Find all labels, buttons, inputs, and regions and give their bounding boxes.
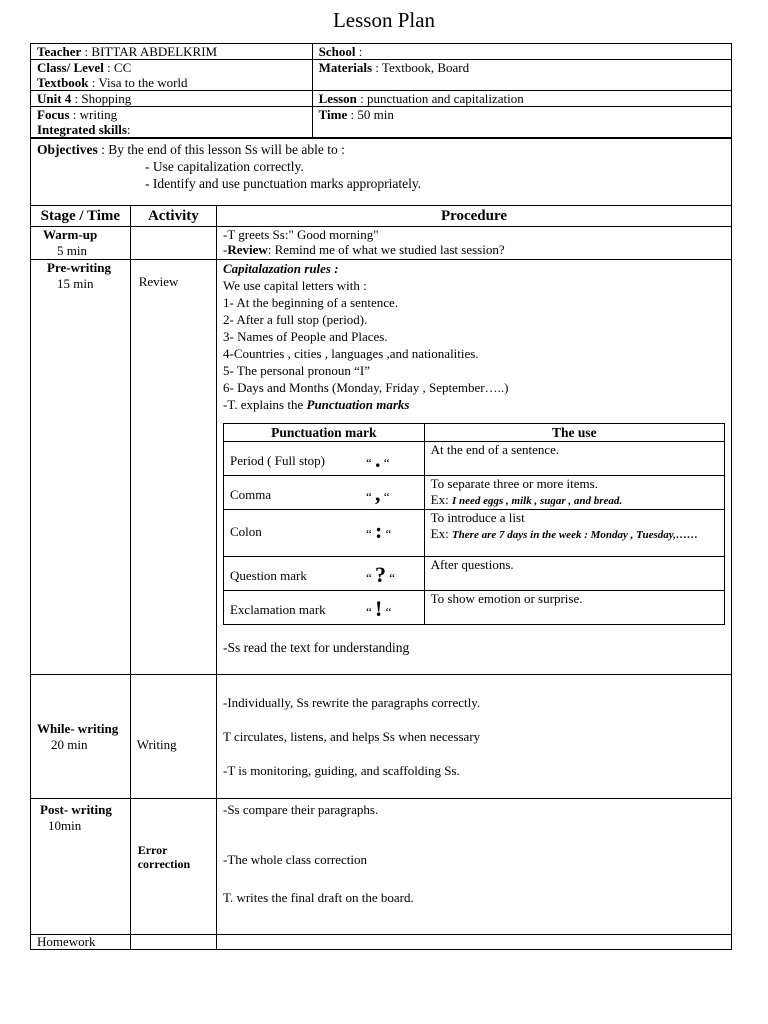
example-text: There are 7 days in the week : Monday , Tuesday,…… [451,529,699,541]
prewriting-stage [31,260,131,675]
prewriting-stage-name: Pre-writing [47,260,112,275]
punct-mark-name: Comma [229,487,272,502]
objective-item: - Use capitalization correctly. [145,159,304,174]
whilewriting-time: 20 min [51,736,88,752]
postwriting-activity-label: Error [137,843,168,857]
prewriting-activity [130,260,216,675]
punct-glyph: “ ! “ [365,596,392,621]
review-text: : Remind me of what we studied last session? [267,242,505,257]
textbook-value: : Visa to the world [88,75,188,90]
punct-use: To show emotion or surprise. [430,591,583,606]
punct-use-cell [424,557,724,591]
unit-value: : Shopping [71,91,132,106]
school-label: School [318,44,356,59]
rule-item: 3- Names of People and Places. [222,329,388,344]
example-prefix: Ex: [430,492,452,507]
punct-use: To introduce a list [430,510,525,525]
focus-skills-cell [31,107,313,138]
while-line: -Individually, Ss rewrite the paragraphs correctly. [222,695,481,710]
postwriting-activity [130,799,216,935]
prewriting-activity-label: Review [138,274,179,289]
rule-item: 2- After a full stop (period). [222,312,368,327]
warmup-greeting: -T greets Ss:" Good morning" [222,227,379,242]
punct-use: At the end of a sentence. [430,442,560,457]
procedure-table [30,205,732,950]
school-value: : [355,44,363,59]
header-procedure: Procedure [216,206,731,227]
skills-label: Integrated skills [37,122,127,137]
materials-value: : Textbook, Board [372,60,470,75]
school-cell [312,44,731,60]
read-text: -Ss read the text for understanding [222,640,410,655]
punct-mark-cell [223,442,424,476]
time-value: : 50 min [347,107,394,122]
punct-mark-cell [223,591,424,625]
header-activity: Activity [130,206,216,227]
punct-use-cell [424,510,724,557]
whilewriting-stage-name: While- writing [37,720,119,736]
rule-item: 5- The personal pronoun “I” [222,363,371,378]
page-title: Lesson Plan [332,8,436,32]
postwriting-procedure [216,799,731,935]
objective-item: - Identify and use punctuation marks appropriately. [145,176,422,191]
example-text: I need eggs , milk , sugar , and bread. [451,495,623,507]
post-line: T. writes the final draft on the board. [222,890,414,905]
lesson-label: Lesson [318,91,357,106]
postwriting-stage-name: Post- writing [40,802,112,817]
punct-use: To separate three or more items. [430,476,598,491]
focus-value: : writing [69,107,118,122]
punct-use-cell [424,442,724,476]
punct-mark-name: Colon [229,524,262,539]
whilewriting-procedure [216,675,731,799]
unit-cell [31,91,313,107]
class-label: Class/ Level [37,60,104,75]
punct-header-use: The use [424,424,724,442]
materials-label: Materials [318,60,373,75]
punct-glyph: “ , “ [365,481,390,506]
punctuation-table [223,423,725,625]
objectives-intro: : By the end of this lesson Ss will be able to : [97,142,345,157]
review-label: Review [227,242,268,257]
while-line: -T is monitoring, guiding, and scaffolding Ss. [222,763,460,778]
punct-use-cell [424,591,724,625]
punct-mark-name: Exclamation mark [229,602,326,617]
prewriting-procedure [216,260,731,675]
postwriting-activity-label: correction [137,857,191,871]
punct-mark-cell [223,557,424,591]
colon-glyph: : [375,518,383,543]
prewriting-time: 15 min [57,276,94,291]
teacher-value: : BITTAR ABDELKRIM [81,44,218,59]
while-line: T circulates, listens, and helps Ss when necessary [222,729,481,744]
rules-title: Capitalazation rules : [222,261,339,276]
teacher-label: Teacher [37,44,82,59]
header-stage: Stage / Time [31,206,131,227]
punct-mark-name: Period ( Full stop) [229,453,325,468]
homework-label: Homework [37,934,96,949]
info-table [30,43,732,138]
homework-stage [31,935,131,950]
post-line: -The whole class correction [222,852,368,867]
postwriting-time: 10min [48,818,82,833]
explains-prefix: -T. explains the [222,397,307,412]
explains-bold: Punctuation marks [306,397,410,412]
example-prefix: Ex: [430,526,452,541]
focus-label: Focus [37,107,70,122]
punct-glyph: “ . “ [365,447,390,472]
textbook-label: Textbook [37,75,89,90]
rule-item: 4-Countries , cities , languages ,and nationalities. [222,346,479,361]
exclamation-glyph: ! [375,596,383,621]
warmup-stage-name: Warm-up [43,227,98,242]
objectives-cell [31,139,732,206]
question-glyph: ? [375,562,387,587]
punct-header-mark: Punctuation mark [223,424,424,442]
time-label: Time [318,107,348,122]
warmup-dash: - [222,242,228,257]
objectives-table [30,138,732,206]
whilewriting-stage [31,675,131,799]
homework-activity [130,935,216,950]
lesson-cell [312,91,731,107]
warmup-procedure [216,227,731,260]
rule-item: We use capital letters with : [222,278,367,293]
rule-item: 6- Days and Months (Monday, Friday , September…..) [222,380,509,395]
warmup-time: 5 min [57,243,87,258]
punct-mark-cell [223,510,424,557]
punct-mark-name: Question mark [229,568,307,583]
lesson-value: : punctuation and capitalization [356,91,524,106]
punct-glyph: “ : “ [365,518,392,543]
whilewriting-activity [130,675,216,799]
skills-value: : [126,122,131,137]
punct-glyph: “ ? “ [365,562,396,587]
objectives-label: Objectives [37,142,98,157]
class-value: : CC [103,60,132,75]
warmup-activity [130,227,216,260]
class-textbook-cell [31,60,313,91]
whilewriting-activity-label: Writing [136,736,177,752]
time-cell [312,107,731,138]
teacher-cell [31,44,313,60]
punct-use: After questions. [430,557,514,572]
comma-glyph: , [375,481,381,506]
rule-item: 1- At the beginning of a sentence. [222,295,399,310]
postwriting-stage [31,799,131,935]
unit-label: Unit 4 [37,91,72,106]
homework-procedure [216,935,731,950]
punct-mark-cell [223,476,424,510]
period-glyph: . [375,447,381,472]
punct-use-cell [424,476,724,510]
materials-cell [312,60,731,91]
post-line: -Ss compare their paragraphs. [222,802,379,817]
warmup-stage [31,227,131,260]
